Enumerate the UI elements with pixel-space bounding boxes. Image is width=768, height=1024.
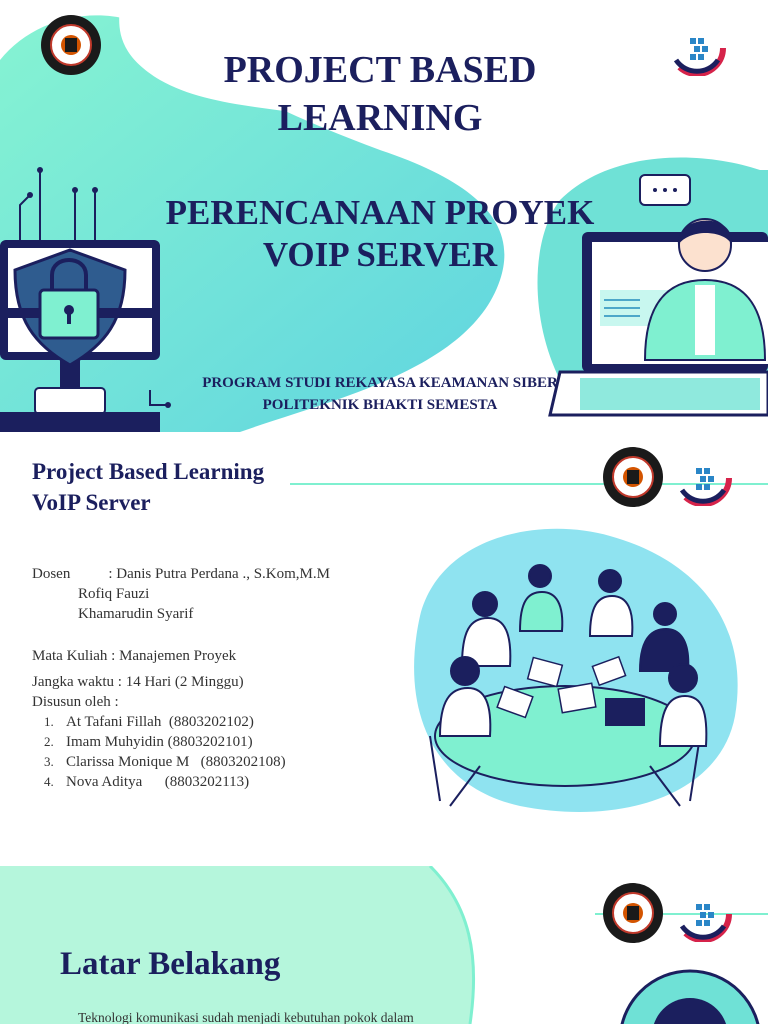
list-item: 4. Nova Aditya (8803202113) <box>44 774 250 790</box>
program-info <box>100 372 660 416</box>
slide2-title-line-2: VoIP Server <box>32 490 151 515</box>
dosen-label: Dosen <box>32 566 71 582</box>
slide-project-info <box>0 436 768 836</box>
list-item: 3. Clarissa Monique M (8803202108) <box>44 754 286 770</box>
dosen-name-2: Rofiq Fauzi <box>78 586 150 602</box>
slide-title <box>0 0 768 432</box>
keamanan-siber-logo <box>602 446 664 508</box>
slide3-paragraph: Teknologi komunikasi sudah menjadi kebutuhan pokok dalam <box>78 1010 414 1024</box>
title-line-2: LEARNING <box>277 97 483 139</box>
dosen-block <box>32 564 330 624</box>
mata-kuliah: Mata Kuliah : Manajemen Proyek <box>32 648 237 664</box>
slide2-title-line-1: Project Based Learning <box>32 459 265 484</box>
program-line-2: POLITEKNIK BHAKTI SEMESTA <box>262 397 498 413</box>
dosen-name-1: : Danis Putra Perdana ., S.Kom,M.M <box>108 566 330 582</box>
member-list <box>44 712 286 792</box>
program-line-1: PROGRAM STUDI REKAYASA KEAMANAN SIBER <box>202 375 558 391</box>
slide-latar-belakang <box>0 866 768 1024</box>
slide3-title: Latar Belakang <box>60 946 281 982</box>
slide2-title <box>32 456 264 518</box>
list-item: 2. Imam Muhyidin (8803202101) <box>44 734 253 750</box>
title-line-1: PROJECT BASED <box>223 49 537 91</box>
list-item: 1. At Tafani Fillah (8803202102) <box>44 714 254 730</box>
politeknik-bhakti-semesta-logo <box>672 450 734 506</box>
jangka-waktu: Jangka waktu : 14 Hari (2 Minggu) <box>32 674 244 690</box>
politeknik-bhakti-semesta-logo <box>672 886 734 942</box>
subtitle-line-1: PERENCANAAN PROYEK <box>165 193 595 232</box>
dosen-name-3: Khamarudin Syarif <box>78 606 194 622</box>
disusun-oleh: Disusun oleh : <box>32 694 119 710</box>
slide1-subtitle <box>0 192 760 276</box>
slide1-title <box>0 46 760 142</box>
keamanan-siber-logo <box>602 882 664 944</box>
subtitle-line-2: VOIP SERVER <box>262 235 498 274</box>
